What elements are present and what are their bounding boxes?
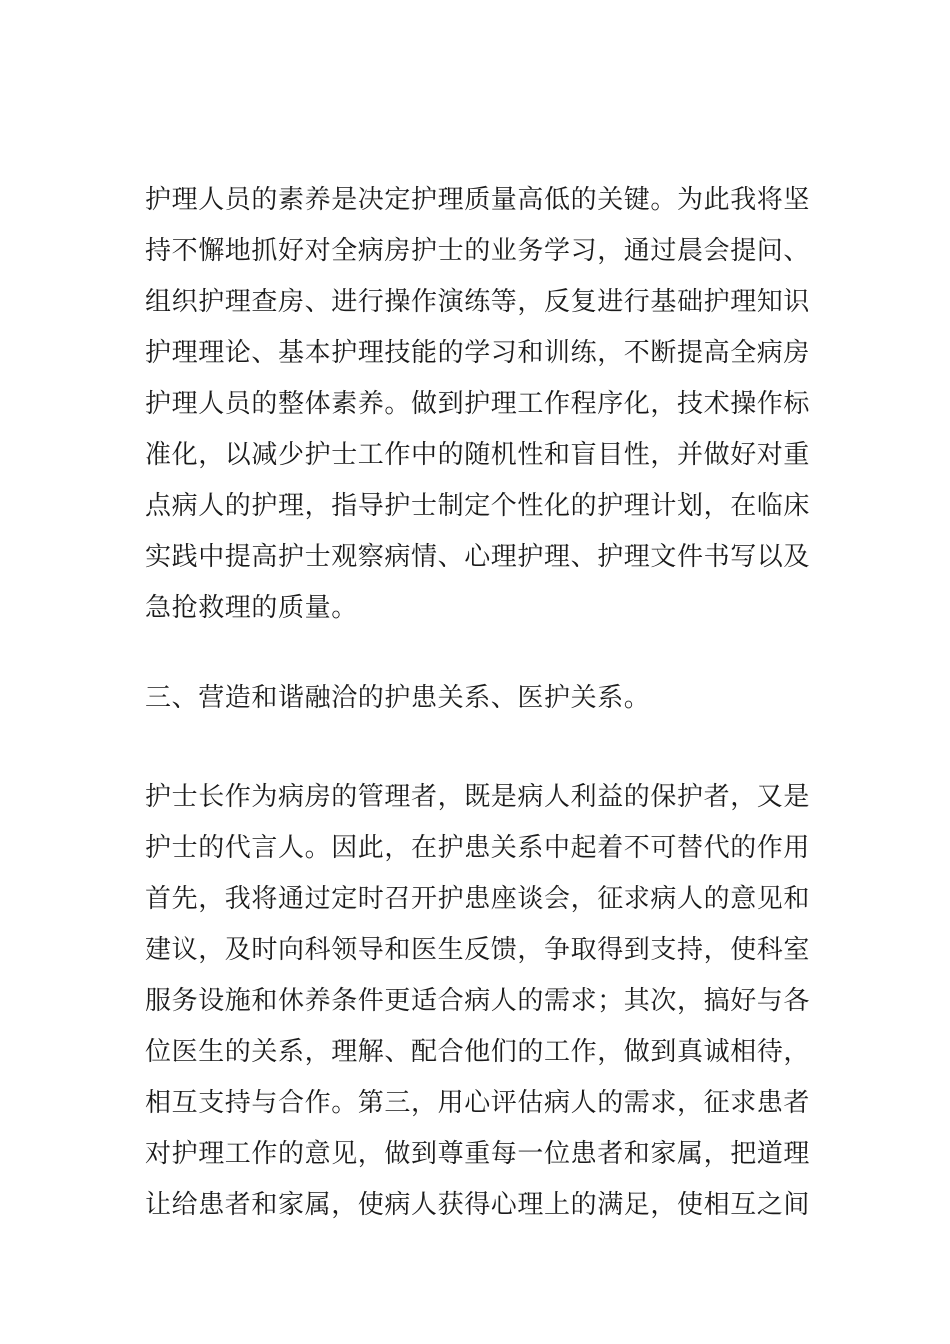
paragraph-line: 服务设施和休养条件更适合病人的需求；其次，搞好与各: [145, 986, 811, 1016]
paragraph-relationships: [145, 772, 815, 1231]
paragraph-line: 让给患者和家属，使病人获得心理上的满足，使相互之间: [145, 1190, 811, 1220]
section-heading: [145, 673, 815, 724]
paragraph-line: 护理人员的素养是决定护理质量高低的关键。为此我将坚: [145, 185, 811, 215]
paragraph-line: 实践中提高护士观察病情、心理护理、护理文件书写以及: [145, 542, 811, 572]
paragraph-line: 首先，我将通过定时召开护患座谈会，征求病人的意见和: [145, 884, 811, 914]
paragraph-line: 持不懈地抓好对全病房护士的业务学习，通过晨会提问、: [145, 236, 811, 266]
paragraph-line: 组织护理查房、进行操作演练等，反复进行基础护理知识: [145, 287, 811, 317]
paragraph-line: 点病人的护理，指导护士制定个性化的护理计划，在临床: [145, 491, 811, 521]
paragraph-line: 急抢救理的质量。: [145, 593, 358, 623]
section-heading-text: 三、营造和谐融洽的护患关系、医护关系。: [145, 683, 651, 713]
paragraph-line: 建议，及时向科领导和医生反馈，争取得到支持，使科室: [145, 935, 811, 965]
paragraph-line: 护理人员的整体素养。做到护理工作程序化，技术操作标: [145, 389, 811, 419]
paragraph-nursing-quality: [145, 175, 815, 634]
paragraph-line: 准化，以减少护士工作中的随机性和盲目性，并做好对重: [145, 440, 811, 470]
paragraph-line: 护士的代言人。因此，在护患关系中起着不可替代的作用: [145, 833, 811, 863]
paragraph-line: 护士长作为病房的管理者，既是病人利益的保护者，又是: [145, 782, 811, 812]
paragraph-line: 相互支持与合作。第三，用心评估病人的需求，征求患者: [145, 1088, 811, 1118]
paragraph-line: 位医生的关系，理解、配合他们的工作，做到真诚相待，: [145, 1037, 811, 1067]
paragraph-line: 护理理论、基本护理技能的学习和训练，不断提高全病房: [145, 338, 811, 368]
paragraph-line: 对护理工作的意见，做到尊重每一位患者和家属，把道理: [145, 1139, 811, 1169]
